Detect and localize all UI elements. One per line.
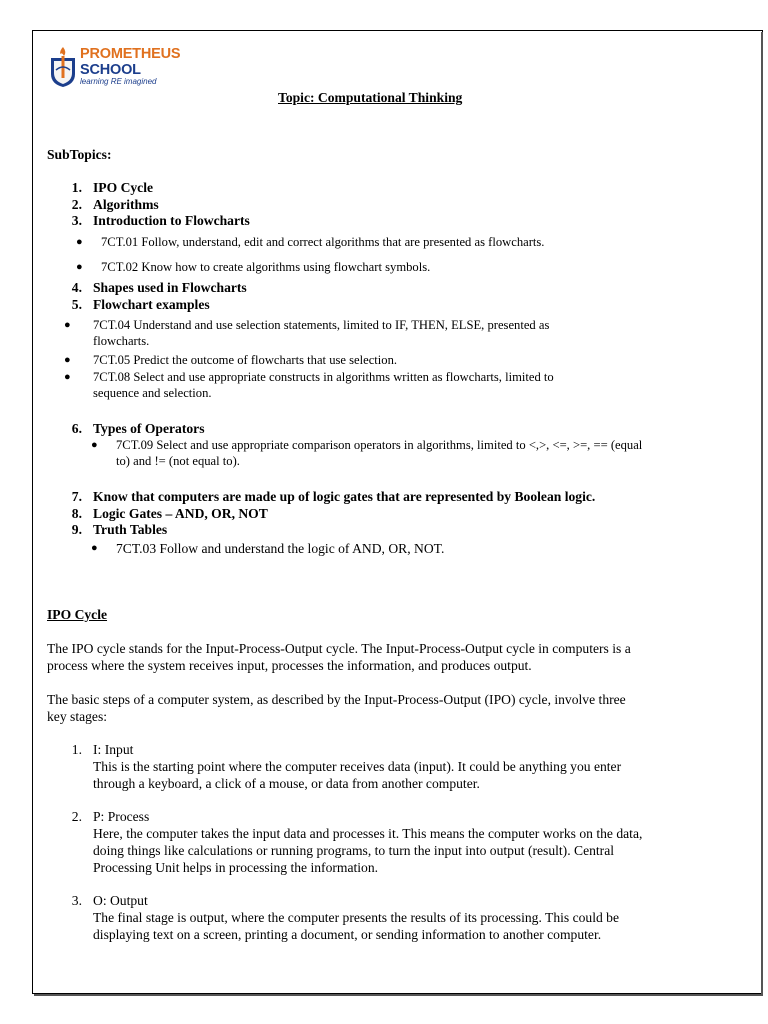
list-number: 7. [71, 489, 82, 504]
list-number: 2. [71, 197, 82, 212]
subtopic-item: Introduction to Flowcharts [93, 213, 250, 228]
subtopic-item: Logic Gates – AND, OR, NOT [93, 506, 268, 521]
torch-shield-icon [48, 44, 78, 88]
step-description: Here, the computer takes the input data and processes it. This means the computer works on the data, [93, 826, 643, 841]
list-number: 9. [71, 522, 82, 537]
step-title: O: Output [93, 893, 148, 908]
list-number: 1. [71, 742, 82, 757]
bullet-text: 7CT.08 Select and use appropriate constructs in algorithms written as flowcharts, limited to [93, 370, 554, 384]
bullet-text-continued: flowcharts. [93, 334, 150, 348]
subtopics-heading: SubTopics: [47, 147, 112, 162]
subtopic-item: IPO Cycle [93, 180, 154, 195]
list-number: 3. [71, 893, 82, 908]
step-description: displaying text on a screen, printing a document, or sending information to another computer. [93, 927, 602, 942]
list-number: 5. [71, 297, 82, 312]
subtopic-item: Types of Operators [93, 421, 205, 436]
list-number: 1. [71, 180, 82, 195]
step-title: P: Process [93, 809, 150, 824]
page-title: Topic: Computational Thinking [278, 90, 463, 105]
list-number: 4. [71, 280, 82, 295]
bullet-text-continued: to) and != (not equal to). [116, 454, 240, 468]
bullet-icon: ● [64, 319, 71, 331]
bullet-icon: ● [76, 261, 83, 273]
bullet-text: 7CT.03 Follow and understand the logic of AND, OR, NOT. [116, 541, 445, 556]
step-description: Processing Unit helps in processing the information. [93, 860, 379, 875]
paragraph-line: The IPO cycle stands for the Input-Process-Output cycle. The Input-Process-Output cycle in computers is a [47, 641, 631, 656]
subtopic-item: Truth Tables [93, 522, 168, 537]
paragraph-line: The basic steps of a computer system, as described by the Input-Process-Output (IPO) cycle, involve three [47, 692, 626, 707]
list-number: 3. [71, 213, 82, 228]
step-description: doing things like calculations or running programs, to turn the input into output (result). Central [93, 843, 615, 858]
bullet-icon: ● [64, 354, 71, 366]
paragraph-line: process where the system receives input, processes the information, and produces output. [47, 658, 532, 673]
step-title: I: Input [93, 742, 134, 757]
step-description: This is the starting point where the computer receives data (input). It could be anything you enter [93, 759, 622, 774]
paragraph-line: key stages: [47, 709, 108, 724]
list-number: 2. [71, 809, 82, 824]
logo-wordmark-line1: PROMETHEUS [80, 46, 181, 62]
bullet-text: 7CT.05 Predict the outcome of flowcharts that use selection. [93, 353, 398, 367]
list-number: 6. [71, 421, 82, 436]
logo-wordmark-line2: SCHOOL [80, 61, 141, 78]
logo-tagline: learning RE imagined [80, 77, 157, 86]
section-heading: IPO Cycle [47, 607, 108, 622]
bullet-icon: ● [91, 542, 98, 554]
bullet-icon: ● [91, 439, 98, 451]
bullet-text: 7CT.02 Know how to create algorithms using flowchart symbols. [101, 260, 431, 274]
bullet-icon: ● [64, 371, 71, 383]
subtopic-item: Algorithms [93, 197, 159, 212]
step-description: through a keyboard, a click of a mouse, or data from another computer. [93, 776, 480, 791]
subtopic-item: Flowchart examples [93, 297, 210, 312]
list-number: 8. [71, 506, 82, 521]
bullet-icon: ● [76, 236, 83, 248]
bullet-text-continued: sequence and selection. [93, 386, 212, 400]
step-description: The final stage is output, where the computer presents the results of its processing. This could be [93, 910, 620, 925]
subtopic-item: Shapes used in Flowcharts [93, 280, 247, 295]
bullet-text: 7CT.04 Understand and use selection statements, limited to IF, THEN, ELSE, presented as [93, 318, 550, 332]
bullet-text: 7CT.09 Select and use appropriate comparison operators in algorithms, limited to <,>, <=, >=, == (equal [116, 438, 643, 452]
bullet-text: 7CT.01 Follow, understand, edit and correct algorithms that are presented as flowcharts. [101, 235, 545, 249]
subtopic-item: Know that computers are made up of logic gates that are represented by Boolean logic. [93, 489, 596, 504]
